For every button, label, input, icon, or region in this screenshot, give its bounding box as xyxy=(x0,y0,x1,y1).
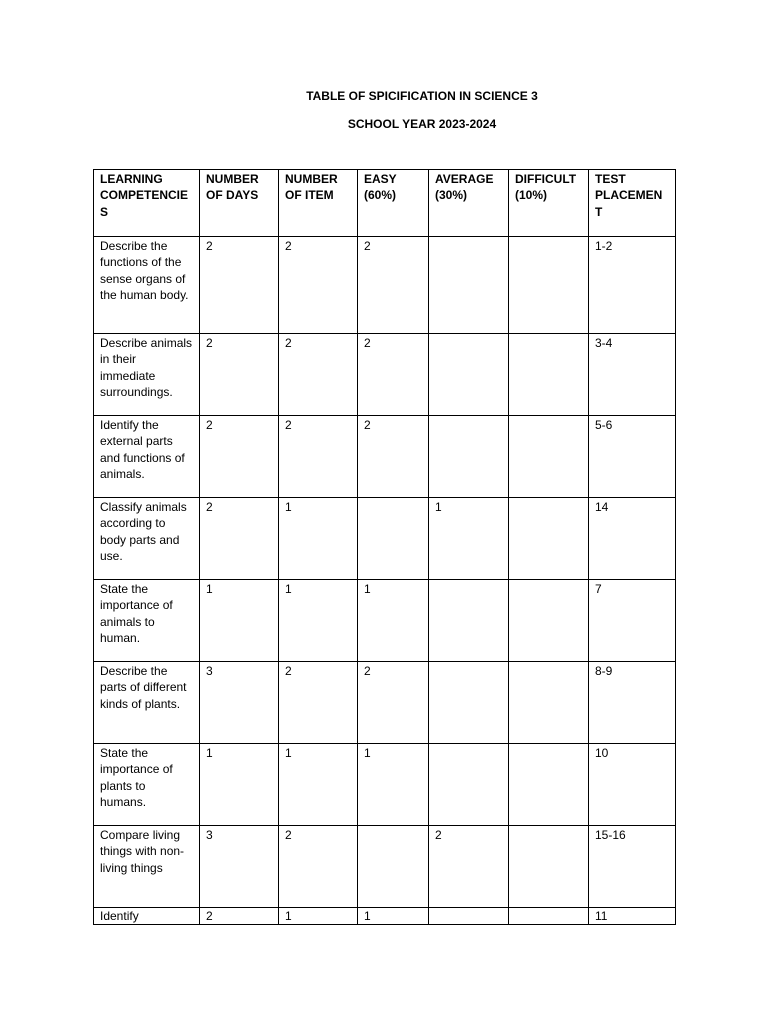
table-row xyxy=(94,908,676,925)
cell-easy: 1 xyxy=(358,580,429,662)
cell-items: 1 xyxy=(279,744,358,826)
cell-average xyxy=(429,908,509,925)
cell-competency: Identify xyxy=(94,908,200,925)
cell-placement: 15-16 xyxy=(589,826,676,908)
cell-average xyxy=(429,744,509,826)
cell-competency: Describe animals in their immediate surroundings. xyxy=(94,334,200,416)
cell-placement: 14 xyxy=(589,498,676,580)
table-row xyxy=(94,662,676,744)
cell-easy: 2 xyxy=(358,662,429,744)
cell-days: 2 xyxy=(200,334,279,416)
cell-days: 3 xyxy=(200,662,279,744)
cell-difficult xyxy=(509,662,589,744)
document-title: TABLE OF SPICIFICATION IN SCIENCE 3 xyxy=(306,89,538,103)
cell-competency: Compare living things with non-living things xyxy=(94,826,200,908)
cell-average xyxy=(429,416,509,498)
cell-items: 2 xyxy=(279,662,358,744)
cell-easy: 1 xyxy=(358,908,429,925)
cell-items: 2 xyxy=(279,237,358,334)
cell-placement: 3-4 xyxy=(589,334,676,416)
cell-average xyxy=(429,662,509,744)
cell-competency: Describe the functions of the sense organs of the human body. xyxy=(94,237,200,334)
cell-difficult xyxy=(509,237,589,334)
cell-easy: 2 xyxy=(358,237,429,334)
cell-competency: Classify animals according to body parts and use. xyxy=(94,498,200,580)
cell-difficult xyxy=(509,416,589,498)
table-row xyxy=(94,237,676,334)
cell-days: 2 xyxy=(200,237,279,334)
table-row xyxy=(94,334,676,416)
cell-placement: 5-6 xyxy=(589,416,676,498)
cell-items: 1 xyxy=(279,498,358,580)
cell-average: 1 xyxy=(429,498,509,580)
specification-table xyxy=(93,169,676,925)
cell-placement: 8-9 xyxy=(589,662,676,744)
table-row xyxy=(94,498,676,580)
cell-difficult xyxy=(509,826,589,908)
table-row xyxy=(94,416,676,498)
header-number-of-days: NUMBER OF DAYS xyxy=(200,170,279,237)
cell-days: 2 xyxy=(200,498,279,580)
cell-competency: State the importance of animals to human. xyxy=(94,580,200,662)
cell-items: 2 xyxy=(279,416,358,498)
cell-days: 1 xyxy=(200,744,279,826)
cell-days: 2 xyxy=(200,416,279,498)
header-test-placement: TEST PLACEMENT xyxy=(589,170,676,237)
header-average: AVERAGE (30%) xyxy=(429,170,509,237)
table-row xyxy=(94,744,676,826)
cell-difficult xyxy=(509,744,589,826)
table-header-row xyxy=(94,170,676,237)
cell-competency: State the importance of plants to humans. xyxy=(94,744,200,826)
header-difficult: DIFFICULT (10%) xyxy=(509,170,589,237)
table-row xyxy=(94,826,676,908)
cell-difficult xyxy=(509,908,589,925)
cell-average xyxy=(429,334,509,416)
cell-easy xyxy=(358,826,429,908)
cell-competency: Describe the parts of different kinds of plants. xyxy=(94,662,200,744)
document-subtitle: SCHOOL YEAR 2023-2024 xyxy=(347,117,497,131)
cell-easy: 2 xyxy=(358,334,429,416)
header-easy: EASY (60%) xyxy=(358,170,429,237)
cell-placement: 1-2 xyxy=(589,237,676,334)
cell-difficult xyxy=(509,498,589,580)
cell-easy: 1 xyxy=(358,744,429,826)
cell-average xyxy=(429,580,509,662)
cell-days: 3 xyxy=(200,826,279,908)
cell-days: 2 xyxy=(200,908,279,925)
cell-placement: 10 xyxy=(589,744,676,826)
table-row xyxy=(94,580,676,662)
header-learning-competencies: LEARNING COMPETENCIE S xyxy=(94,170,200,237)
cell-easy xyxy=(358,498,429,580)
cell-average xyxy=(429,237,509,334)
cell-placement: 7 xyxy=(589,580,676,662)
cell-items: 2 xyxy=(279,826,358,908)
cell-items: 1 xyxy=(279,908,358,925)
cell-difficult xyxy=(509,580,589,662)
header-number-of-item: NUMBER OF ITEM xyxy=(279,170,358,237)
cell-easy: 2 xyxy=(358,416,429,498)
cell-competency: Identify the external parts and functions of animals. xyxy=(94,416,200,498)
cell-difficult xyxy=(509,334,589,416)
cell-average: 2 xyxy=(429,826,509,908)
cell-items: 2 xyxy=(279,334,358,416)
cell-items: 1 xyxy=(279,580,358,662)
cell-days: 1 xyxy=(200,580,279,662)
cell-placement: 11 xyxy=(589,908,676,925)
